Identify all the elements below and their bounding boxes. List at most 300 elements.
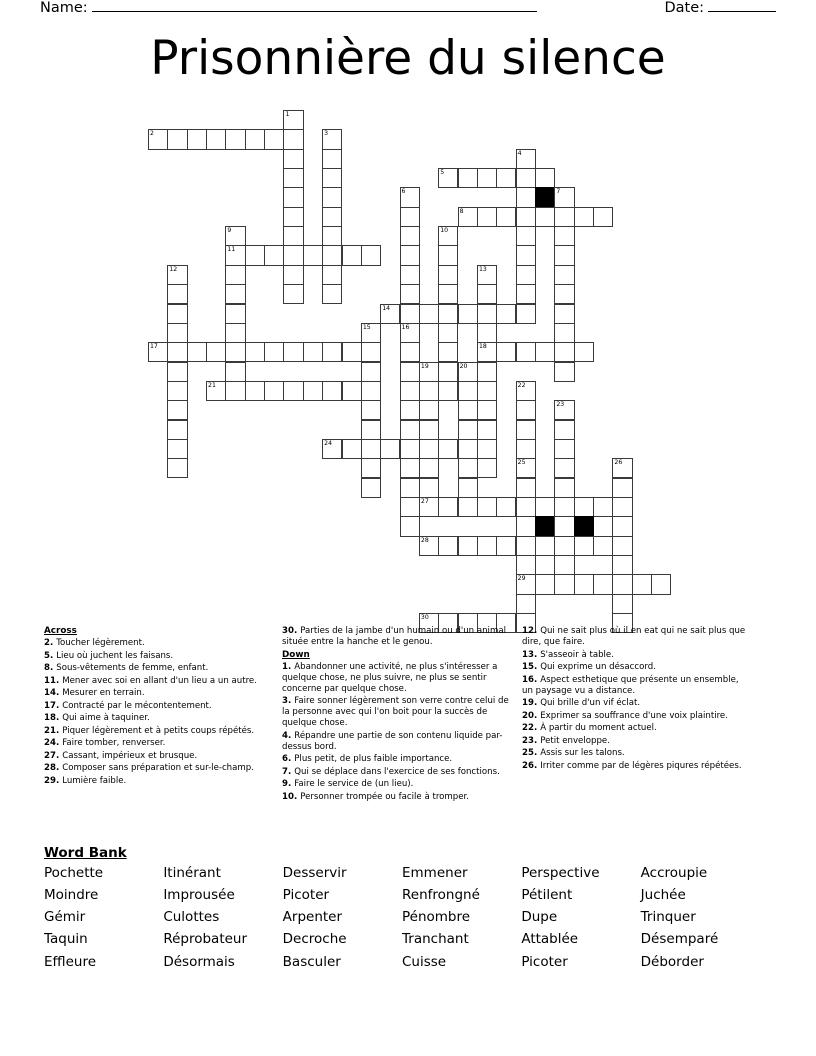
crossword-cell[interactable] [458,478,478,498]
crossword-cell[interactable] [477,381,497,401]
crossword-cell[interactable] [516,381,536,401]
crossword-cell[interactable] [400,342,420,362]
crossword-cell[interactable] [516,400,536,420]
crossword-cell[interactable] [535,207,555,227]
crossword-cell[interactable] [342,439,362,459]
crossword-cell[interactable] [612,536,632,556]
crossword-cell[interactable] [303,342,323,362]
word-bank-word: Basculer [282,953,341,970]
crossword-cell[interactable] [612,555,632,575]
crossword-cell[interactable] [458,168,478,188]
clue-number: 10. [282,791,301,802]
crossword-cell[interactable] [477,400,497,420]
crossword-cell[interactable] [651,574,671,594]
crossword-cell[interactable] [516,516,536,536]
crossword-cell[interactable] [322,129,342,149]
crossword-cell[interactable] [361,400,381,420]
crossword-cell[interactable] [593,207,613,227]
clue-number: 26. [522,760,541,771]
crossword-cell[interactable] [477,342,497,362]
crossword-cell[interactable] [438,362,458,382]
crossword-cell[interactable] [477,168,497,188]
word-bank-word: Cuisse [402,953,447,970]
crossword-cell[interactable] [458,536,478,556]
crossword-cell[interactable] [516,478,536,498]
word-bank-word: Dupe [521,909,558,926]
crossword-cell[interactable] [225,342,245,362]
crossword-cell[interactable] [419,304,439,324]
clue-text: Lumière faible. [62,775,127,786]
crossword-cell[interactable] [206,342,226,362]
crossword-cell[interactable] [167,400,187,420]
clue-text: Composer sans préparation et sur-le-champ. [62,763,254,774]
crossword-cell[interactable] [400,284,420,304]
clue-text: Faire tomber, renverser. [62,738,166,749]
clues-column-3 [522,626,760,834]
crossword-cell[interactable] [458,439,478,459]
word-bank-word: Perspective [521,865,600,881]
crossword-cell[interactable] [419,381,439,401]
crossword-cell[interactable] [458,304,478,324]
crossword-cell[interactable] [419,439,439,459]
crossword-cell[interactable] [516,168,536,188]
clues-column-2 [282,626,522,834]
crossword-cell[interactable] [516,187,536,207]
word-bank-word: Culottes [163,909,220,926]
crossword-cell[interactable] [380,439,400,459]
crossword-cell[interactable] [400,478,420,498]
crossword-cell[interactable] [225,226,245,246]
crossword-cell[interactable] [458,497,478,517]
crossword-cell[interactable] [535,574,555,594]
crossword-cell[interactable] [419,478,439,498]
crossword-cell[interactable] [283,110,303,130]
crossword-cell-number: 18 [478,343,487,351]
crossword-cell[interactable] [458,400,478,420]
clue-text: Parties de la jambe d'un humain ou d'un animal située entre la hanche et le genou. [282,626,506,647]
crossword-cell[interactable] [400,381,420,401]
crossword-cell[interactable] [458,207,478,227]
word-bank-word: Emmener [402,865,468,881]
word-bank-word: Desservir [282,865,347,881]
clue-item [44,651,274,662]
crossword-cell[interactable] [516,304,536,324]
clue-text: Qui se déplace dans l'exercice de ses fonctions. [294,766,500,777]
word-bank-word: Accroupie [640,865,708,881]
crossword-cell[interactable] [477,323,497,343]
crossword-cell[interactable] [516,594,536,614]
crossword-cell[interactable] [148,129,168,149]
crossword-cell[interactable] [322,245,342,265]
crossword-cell[interactable] [554,516,574,536]
crossword-cell[interactable] [458,420,478,440]
crossword-cell[interactable] [264,245,284,265]
crossword-cell[interactable] [283,187,303,207]
crossword-cell[interactable] [574,207,594,227]
clue-text: Personner trompée ou facile à tromper. [300,791,470,802]
crossword-cell[interactable] [516,458,536,478]
crossword-cell[interactable] [477,458,497,478]
crossword-cell[interactable] [477,207,497,227]
crossword-cell[interactable] [187,342,207,362]
crossword-cell[interactable] [400,439,420,459]
crossword-cell[interactable] [554,497,574,517]
crossword-cell[interactable] [419,497,439,517]
crossword-cell[interactable] [496,168,516,188]
crossword-cell[interactable] [283,129,303,149]
crossword-cell[interactable] [438,439,458,459]
crossword-cell[interactable] [477,420,497,440]
clue-text: Cassant, impérieux et brusque. [62,750,198,761]
crossword-cell[interactable] [283,284,303,304]
crossword-cell[interactable] [496,342,516,362]
crossword-cell[interactable] [554,265,574,285]
clue-text: Contracté par le mécontentement. [62,700,212,711]
crossword-cell[interactable] [516,574,536,594]
word-bank-word: Decroche [282,931,347,948]
crossword-cell[interactable] [303,245,323,265]
crossword-cell[interactable] [400,400,420,420]
crossword-cell[interactable] [516,555,536,575]
crossword-cell[interactable] [167,439,187,459]
crossword-cell[interactable] [516,226,536,246]
crossword-cell[interactable] [554,284,574,304]
crossword-cell[interactable] [342,342,362,362]
crossword-cell[interactable] [554,458,574,478]
crossword-cell[interactable] [496,207,516,227]
crossword-cell[interactable] [322,381,342,401]
crossword-cell[interactable] [167,342,187,362]
crossword-cell[interactable] [361,478,381,498]
crossword-cell[interactable] [554,304,574,324]
crossword-cell-number: 29 [517,575,526,583]
clue-text: Répandre une partie de son contenu liquide par-dessus bord. [282,730,503,752]
clue-number: 24. [44,738,63,749]
crossword-cell[interactable] [400,304,420,324]
crossword-cell[interactable] [225,304,245,324]
crossword-cell[interactable] [283,342,303,362]
crossword-cell[interactable] [458,362,478,382]
word-bank-word: Moindre [44,887,99,904]
crossword-cell[interactable] [574,536,594,556]
crossword-cell[interactable] [167,323,187,343]
clue-item [522,662,752,673]
crossword-cell[interactable] [361,381,381,401]
crossword-cell[interactable] [554,555,574,575]
crossword-cell[interactable] [516,265,536,285]
crossword-cell[interactable] [361,323,381,343]
crossword-cell[interactable] [612,574,632,594]
crossword-cell[interactable] [612,516,632,536]
clue-text: Mesurer en terrain. [62,688,145,699]
crossword-cell[interactable] [612,594,632,614]
crossword-cell[interactable] [574,497,594,517]
crossword-cell[interactable] [516,245,536,265]
crossword-cell[interactable] [593,536,613,556]
crossword-cell[interactable] [419,536,439,556]
crossword-cell-number: 26 [614,459,623,467]
crossword-cell[interactable] [400,362,420,382]
crossword-blocked-cell [535,187,555,207]
crossword-cell-number: 1 [285,111,290,118]
crossword-cell[interactable] [206,129,226,149]
clue-text: Abandonner une activité, ne plus s'intéresser a quelque chose, ne plus suivre, ne plus se sentir concerne par quelque chose. [282,661,498,694]
clue-item [522,675,752,697]
clue-number: 11. [44,675,63,686]
crossword-cell[interactable] [322,439,342,459]
crossword-cell[interactable] [148,342,168,362]
crossword-cell[interactable] [264,342,284,362]
crossword-cell[interactable] [438,304,458,324]
crossword-cell[interactable] [554,362,574,382]
word-bank-word: Attablée [521,931,579,948]
crossword-cell[interactable] [400,420,420,440]
crossword-cell[interactable] [516,207,536,227]
crossword-cell[interactable] [554,536,574,556]
crossword-cell[interactable] [554,574,574,594]
crossword-cell-number: 12 [169,265,178,273]
crossword-cell[interactable] [322,207,342,227]
crossword-cell[interactable] [477,304,497,324]
clue-text: Sous-vêtements de femme, enfant. [56,663,209,674]
crossword-cell[interactable] [283,226,303,246]
crossword-cell[interactable] [419,362,439,382]
crossword-cell[interactable] [612,497,632,517]
word-bank-word: Arpenter [282,909,343,926]
crossword-cell[interactable] [516,497,536,517]
crossword-cell-number: 28 [420,536,429,544]
crossword-cell[interactable] [167,265,187,285]
crossword-cell[interactable] [225,323,245,343]
word-bank-word: Gémir [44,909,86,926]
word-bank-grid [44,864,760,971]
crossword-cell[interactable] [322,149,342,169]
crossword-cell[interactable] [361,458,381,478]
crossword-cell[interactable] [554,439,574,459]
crossword-cell[interactable] [477,362,497,382]
crossword-cell[interactable] [574,574,594,594]
crossword-cell[interactable] [554,245,574,265]
crossword-cell[interactable] [400,265,420,285]
crossword-cell[interactable] [167,458,187,478]
word-bank-word: Taquin [44,931,88,948]
crossword-cell[interactable] [438,536,458,556]
crossword-cell[interactable] [612,478,632,498]
crossword-cell[interactable] [554,400,574,420]
crossword-cell[interactable] [554,420,574,440]
crossword-cell[interactable] [477,497,497,517]
crossword-cell[interactable] [245,129,265,149]
clue-item [522,698,752,709]
clue-text: Exprimer sa souffrance d'une voix plaintire. [540,710,728,721]
clue-text: Lieu où juchent les faisans. [56,650,174,661]
crossword-cell[interactable] [554,226,574,246]
crossword-cell[interactable] [167,304,187,324]
crossword-cell[interactable] [458,381,478,401]
crossword-cell-number: 8 [459,207,464,215]
crossword-cell[interactable] [419,458,439,478]
crossword-cell-number: 6 [401,188,406,196]
crossword-cell[interactable] [361,439,381,459]
crossword-cell[interactable] [206,381,226,401]
crossword-cell[interactable] [438,168,458,188]
clue-item [44,688,274,699]
crossword-cell[interactable] [535,497,555,517]
crossword-cell[interactable] [225,245,245,265]
crossword-cell-number: 3 [324,130,329,138]
across-heading: Across [44,626,77,636]
crossword-cell[interactable] [283,381,303,401]
crossword-cell[interactable] [419,400,439,420]
clue-item [282,696,514,729]
clue-number: 17. [44,700,63,711]
clue-number: 4. [282,730,295,741]
crossword-cell[interactable] [322,284,342,304]
crossword-cell[interactable] [322,226,342,246]
crossword-cell[interactable] [593,497,613,517]
crossword-cell[interactable] [612,458,632,478]
crossword-cell[interactable] [361,342,381,362]
crossword-cell[interactable] [438,323,458,343]
name-date-row [40,0,776,24]
crossword-cell[interactable] [496,497,516,517]
crossword-cell[interactable] [516,342,536,362]
crossword-cell[interactable] [516,284,536,304]
crossword-cell-number: 27 [420,498,429,505]
crossword-cell[interactable] [283,245,303,265]
crossword-cell[interactable] [400,207,420,227]
crossword-cell[interactable] [632,574,652,594]
crossword-cell[interactable] [438,284,458,304]
crossword-cell[interactable] [535,168,555,188]
crossword-cell[interactable] [264,381,284,401]
crossword-cell[interactable] [167,129,187,149]
crossword-cell[interactable] [225,381,245,401]
clue-number: 30. [282,626,301,636]
crossword-cell[interactable] [322,265,342,285]
crossword-cell[interactable] [496,304,516,324]
crossword-cell[interactable] [322,187,342,207]
crossword-cell[interactable] [342,381,362,401]
crossword-cell[interactable] [516,439,536,459]
crossword-cell[interactable] [516,536,536,556]
crossword-cell[interactable] [322,342,342,362]
clue-item [522,736,752,747]
crossword-cell[interactable] [400,323,420,343]
crossword-cell[interactable] [438,342,458,362]
crossword-cell[interactable] [245,342,265,362]
crossword-cell[interactable] [187,129,207,149]
crossword-cell[interactable] [245,381,265,401]
crossword-cell[interactable] [361,362,381,382]
crossword-cell[interactable] [400,187,420,207]
crossword-cell-number: 16 [401,323,410,331]
crossword-cell[interactable] [380,304,400,324]
crossword-cell[interactable] [477,536,497,556]
crossword-cell[interactable] [400,516,420,536]
name-label: Name: [40,0,88,16]
crossword-cell[interactable] [554,342,574,362]
crossword-cell[interactable] [167,362,187,382]
crossword-cell-number: 2 [150,130,154,138]
clue-number: 6. [282,754,295,765]
crossword-cell[interactable] [438,497,458,517]
crossword-cell[interactable] [419,420,439,440]
clue-number: 16. [522,674,541,685]
crossword-cell[interactable] [342,245,362,265]
crossword-cell[interactable] [438,381,458,401]
crossword-cell[interactable] [477,439,497,459]
crossword-cell[interactable] [283,207,303,227]
crossword-cell[interactable] [167,420,187,440]
crossword-cell[interactable] [593,574,613,594]
crossword-cell[interactable] [535,342,555,362]
clue-item [522,723,752,734]
crossword-cell[interactable] [554,323,574,343]
crossword-cell[interactable] [167,381,187,401]
crossword-cell[interactable] [225,129,245,149]
clue-item [282,662,514,695]
word-bank-word: Effleure [44,953,97,970]
crossword-cell[interactable] [225,265,245,285]
crossword-cell-number: 10 [440,227,449,235]
crossword-cell-number: 20 [459,362,468,370]
crossword-cell[interactable] [438,265,458,285]
crossword-cell[interactable] [516,149,536,169]
crossword-cell[interactable] [400,226,420,246]
crossword-cell[interactable] [361,420,381,440]
crossword-cell[interactable] [400,497,420,517]
clue-text: Faire sonner légèrement son verre contre celui de la personne avec qui l'on boit pour la succès de quelque chose. [282,696,509,729]
crossword-cell[interactable] [400,245,420,265]
crossword-cell[interactable] [477,284,497,304]
crossword-cell[interactable] [225,284,245,304]
date-input-line[interactable] [708,0,776,12]
clue-item [282,754,514,765]
clue-number: 25. [522,748,541,758]
crossword-cell[interactable] [283,168,303,188]
word-bank-word: Pétilent [521,887,573,904]
crossword-cell[interactable] [554,207,574,227]
crossword-cell[interactable] [554,187,574,207]
clue-item [522,748,752,759]
clue-text: Plus petit, de plus faible importance. [294,754,453,765]
crossword-cell[interactable] [458,458,478,478]
crossword-cell[interactable] [535,536,555,556]
crossword-cell[interactable] [283,149,303,169]
clue-text: Faire le service de (un lieu). [294,779,414,790]
crossword-cell[interactable] [516,420,536,440]
crossword-cell[interactable] [361,245,381,265]
clue-number: 20. [522,710,541,721]
crossword-cell[interactable] [554,478,574,498]
crossword-cell[interactable] [574,342,594,362]
crossword-cell[interactable] [167,284,187,304]
crossword-cell[interactable] [400,458,420,478]
crossword-cell[interactable] [264,129,284,149]
crossword-cell[interactable] [438,226,458,246]
crossword-cell[interactable] [225,362,245,382]
crossword-cell[interactable] [283,265,303,285]
clue-item [282,792,514,803]
crossword-cell[interactable] [303,381,323,401]
crossword-cell[interactable] [496,536,516,556]
name-input-line[interactable] [92,0,537,12]
crossword-cell[interactable] [438,245,458,265]
crossword-cell[interactable] [245,245,265,265]
crossword-cell[interactable] [477,265,497,285]
crossword-cell[interactable] [322,168,342,188]
